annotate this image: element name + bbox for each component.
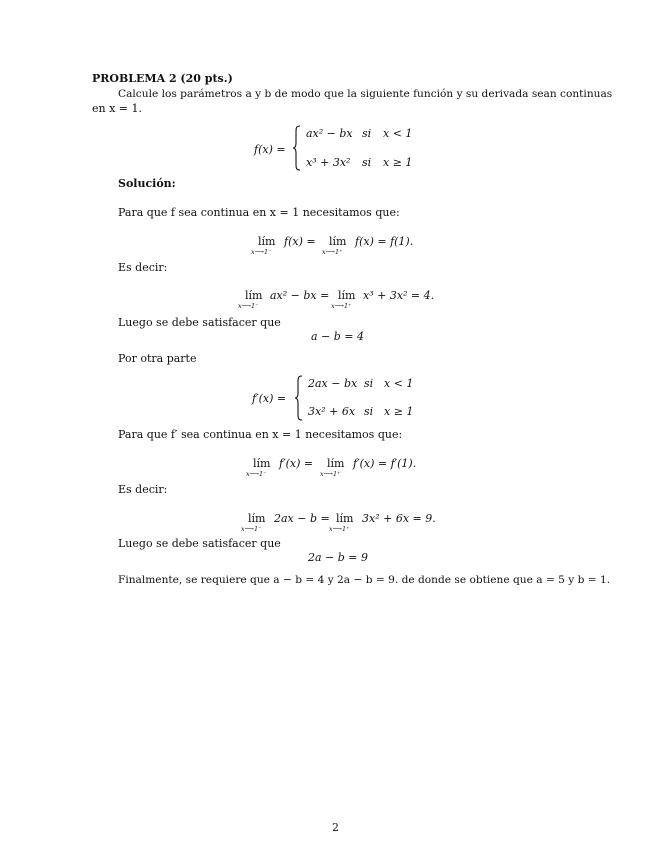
- f-case1-si: si: [362, 127, 372, 140]
- fprime-lhs: f′(x) =: [252, 392, 287, 405]
- f-case1-expr: ax² − bx: [306, 127, 353, 140]
- equation-2a-minus-b: 2a − b = 9: [308, 551, 369, 564]
- luego-1: Luego se debe satisfacer que: [118, 316, 281, 329]
- left-brace-icon: [292, 125, 302, 171]
- f-lhs: f(x) =: [254, 143, 286, 156]
- problem-heading: PROBLEMA 2 (20 pts.): [92, 72, 233, 85]
- left-brace-icon: [294, 375, 304, 421]
- lim-tail-2: x³ + 3x² = 4.: [363, 289, 435, 302]
- lim-tail-4: 3x² + 6x = 9.: [362, 512, 436, 525]
- lim-right-3: lím: [327, 457, 345, 470]
- solution-heading: Solución:: [118, 177, 176, 190]
- statement-line-2: en x = 1.: [92, 102, 142, 115]
- lim-sub-right-2: x⟶1⁺: [331, 302, 352, 310]
- lim-sub-left-4: x⟶1⁻: [241, 525, 262, 533]
- lim-mid-3: f′(x) =: [279, 457, 314, 470]
- lim-right-2: lím: [338, 289, 356, 302]
- f-case1-cond: x < 1: [383, 127, 413, 140]
- lim-sub-right-1: x⟶1⁺: [322, 248, 343, 256]
- lim-right-1: lím: [329, 235, 347, 248]
- es-decir-1: Es decir:: [118, 261, 168, 274]
- luego-2: Luego se debe satisfacer que: [118, 537, 281, 550]
- lim-sub-left-2: x⟶1⁻: [238, 302, 259, 310]
- lim-mid-1: f(x) =: [284, 235, 316, 248]
- lim-mid-4: 2ax − b =: [274, 512, 330, 525]
- es-decir-2: Es decir:: [118, 483, 168, 496]
- f-case2-cond: x ≥ 1: [383, 156, 413, 169]
- lim-sub-left-1: x⟶1⁻: [251, 248, 272, 256]
- f-case2-expr: x³ + 3x²: [306, 156, 351, 169]
- page-number: 2: [332, 821, 339, 834]
- para-continuity-fprime: Para que f′ sea continua en x = 1 necesitamos que:: [118, 428, 403, 441]
- lim-right-4: lím: [336, 512, 354, 525]
- final-conclusion: Finalmente, se requiere que a − b = 4 y 2a − b = 9. de donde se obtiene que a = 5 y b = 1.: [118, 574, 611, 586]
- lim-sub-left-3: x⟶1⁻: [246, 470, 267, 478]
- statement-line-1: Calcule los parámetros a y b de modo que la siguiente función y su derivada sean continuas: [118, 88, 613, 100]
- fprime-case1-cond: x < 1: [384, 377, 414, 390]
- lim-left-3: lím: [253, 457, 271, 470]
- lim-left-4: lím: [248, 512, 266, 525]
- fprime-case1-si: si: [364, 377, 374, 390]
- lim-tail-3: f′(x) = f′(1).: [353, 457, 417, 470]
- equation-a-minus-b: a − b = 4: [311, 330, 365, 343]
- fprime-case1-expr: 2ax − bx: [308, 377, 358, 390]
- fprime-case2-si: si: [364, 405, 374, 418]
- lim-sub-right-3: x⟶1⁺: [320, 470, 341, 478]
- lim-sub-right-4: x⟶1⁺: [329, 525, 350, 533]
- fprime-case2-expr: 3x² + 6x: [308, 405, 356, 418]
- lim-left-2: lím: [245, 289, 263, 302]
- fprime-case2-cond: x ≥ 1: [384, 405, 414, 418]
- para-continuity-f: Para que f sea continua en x = 1 necesitamos que:: [118, 206, 400, 219]
- lim-mid-2: ax² − bx =: [270, 289, 330, 302]
- lim-tail-1: f(x) = f(1).: [355, 235, 414, 248]
- lim-left-1: lím: [258, 235, 276, 248]
- f-case2-si: si: [362, 156, 372, 169]
- por-otra-parte: Por otra parte: [118, 352, 197, 365]
